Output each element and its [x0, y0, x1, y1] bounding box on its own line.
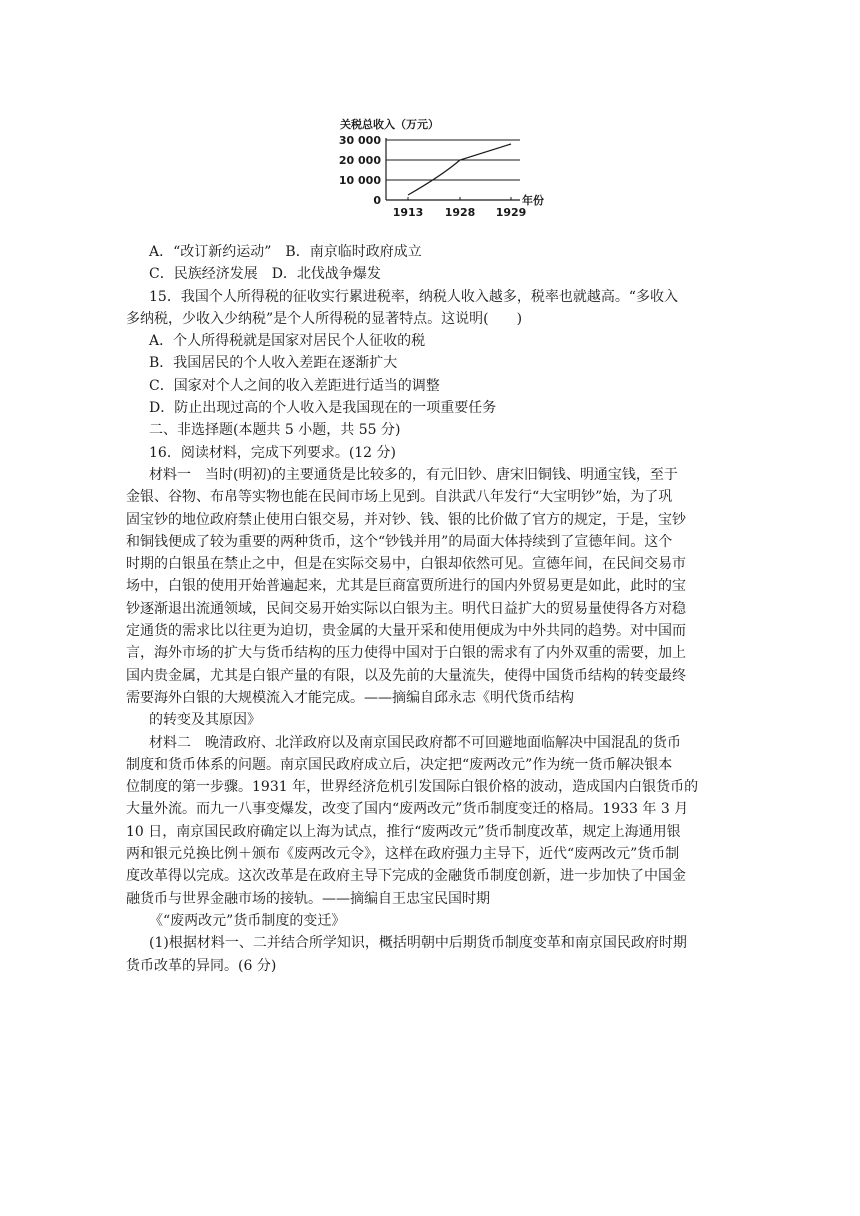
material2-line: 《“废两改元”货币制度的变迁》	[149, 912, 346, 929]
material1-line: 金银、谷物、布帛等实物也能在民间市场上见到。自洪武八年发行“大宝明钞”始，为了巩	[126, 489, 673, 506]
chart-series	[408, 144, 511, 195]
material1-line: 和铜钱便成了较为重要的两种货币，这个“钞钱并用”的局面大体持续到了宣德年间。这个	[126, 533, 673, 550]
tariff-chart-svg	[330, 112, 570, 224]
y-tick-labels	[339, 134, 381, 207]
material1-line: 材料一 当时(明初)的主要通货是比较多的，有元旧钞、唐宋旧铜钱、明通宝钱，至于	[149, 466, 678, 483]
x-axis-title: 年份	[522, 194, 544, 207]
material1-line: 的转变及其原因》	[149, 712, 261, 729]
material1-line: 需要海外白银的大规模流入才能完成。——摘编自邱永志《明代货币结构	[126, 689, 574, 706]
material2-line: 10 日，南京国民政府确定以上海为试点，推行“废两改元”货币制度改革，规定上海通用银	[126, 823, 681, 840]
material1-line: 时期的白银虽在禁止之中，但是在实际交易中，白银却依然可见。宣德年间，在民间交易市	[126, 556, 686, 573]
material1-line: 定通货的需求比以往更为迫切，贵金属的大量开采和使用便成为中外共同的趋势。对中国而	[126, 623, 686, 640]
q15-option-a: A．个人所得税就是国家对居民个人征收的税	[149, 333, 426, 350]
material2-line: 大量外流。而九一八事变爆发，改变了国内“废两改元”货币制度变迁的格局。1933 年 3 月	[126, 801, 689, 818]
material2-line: 融货币与世界金融市场的接轨。——摘编自王忠宝民国时期	[126, 890, 490, 907]
x-tick-label: 1928	[444, 206, 476, 219]
material1-line: 固宝钞的地位政府禁止使用白银交易，并对钞、钱、银的比价做了官方的规定，于是，宝钞	[126, 511, 686, 528]
y-tick-label: 20 000	[338, 154, 381, 167]
q14-option-cd: C．民族经济发展 D．北伐战争爆发	[149, 266, 381, 283]
material1-line: 言，海外市场的扩大与货币结构的压力使得中国对于白银的需求有了内外双重的需要，加上	[126, 645, 686, 662]
y-tick-label: 10 000	[338, 174, 381, 187]
material2-line: 制度和货币体系的问题。南京国民政府成立后，决定把“废两改元”作为统一货币解决银本	[126, 756, 673, 773]
material2-line: 度改革得以完成。这次改革是在政府主导下完成的金融货币制度创新，进一步加快了中国金	[126, 868, 686, 885]
material1-line: 国内贵金属，尤其是白银产量的有限，以及先前的大量流失，使得中国货币结构的转变最终	[126, 667, 686, 684]
y-tick-label: 0	[373, 194, 381, 207]
q16-sub1-line: (1)根据材料一、二并结合所学知识，概括明朝中后期货币制度变革和南京国民政府时期	[149, 935, 687, 952]
question-text	[126, 241, 746, 977]
material2-line: 位制度的第一步骤。1931 年，世界经济危机引发国际白银价格的波动，造成国内白银货币的	[126, 779, 699, 796]
material1-line: 场中，白银的使用开始普遍起来，尤其是巨商富贾所进行的国内外贸易更是如此，此时的宝	[126, 578, 686, 595]
q14-option-ab: A．“改订新约运动” B．南京临时政府成立	[149, 244, 422, 260]
q15-option-b: B．我国居民的个人收入差距在逐渐扩大	[149, 355, 398, 372]
x-tick-label: 1929	[495, 206, 527, 219]
y-axis-title: 关税总收入（万元）	[340, 118, 439, 131]
tariff-chart	[330, 112, 570, 224]
section2-heading: 二、非选择题(本题共 5 小题，共 55 分)	[149, 422, 401, 439]
q16-sub1-line: 货币改革的异同。(6 分)	[126, 957, 277, 974]
series-line	[408, 144, 511, 195]
material2-line: 两和银元兑换比例＋颁布《废两改元令》，这样在政府强力主导下，近代“废两改元”货币制	[126, 846, 680, 863]
y-tick-label: 30 000	[338, 134, 381, 147]
q15-stem-line: 多纳税，少收入少纳税”是个人所得税的显著特点。这说明( )	[126, 310, 523, 327]
q15-stem-line: 15．我国个人所得税的征收实行累进税率，纳税人收入越多，税率也就越高。“多收入	[149, 288, 678, 305]
q16-heading: 16．阅读材料，完成下列要求。(12 分)	[149, 444, 397, 461]
material2-line: 材料二 晚清政府、北洋政府以及南京国民政府都不可回避地面临解决中国混乱的货币	[149, 734, 681, 751]
q15-option-d: D．防止出现过高的个人收入是我国现在的一项重要任务	[149, 400, 497, 417]
material1-line: 钞逐渐退出流通领域，民间交易开始实际以白银为主。明代日益扩大的贸易量使得各方对稳	[126, 600, 686, 617]
chart-grid	[386, 140, 520, 180]
q15-option-c: C．国家对个人之间的收入差距进行适当的调整	[149, 377, 440, 394]
x-tick-label: 1913	[392, 206, 424, 219]
